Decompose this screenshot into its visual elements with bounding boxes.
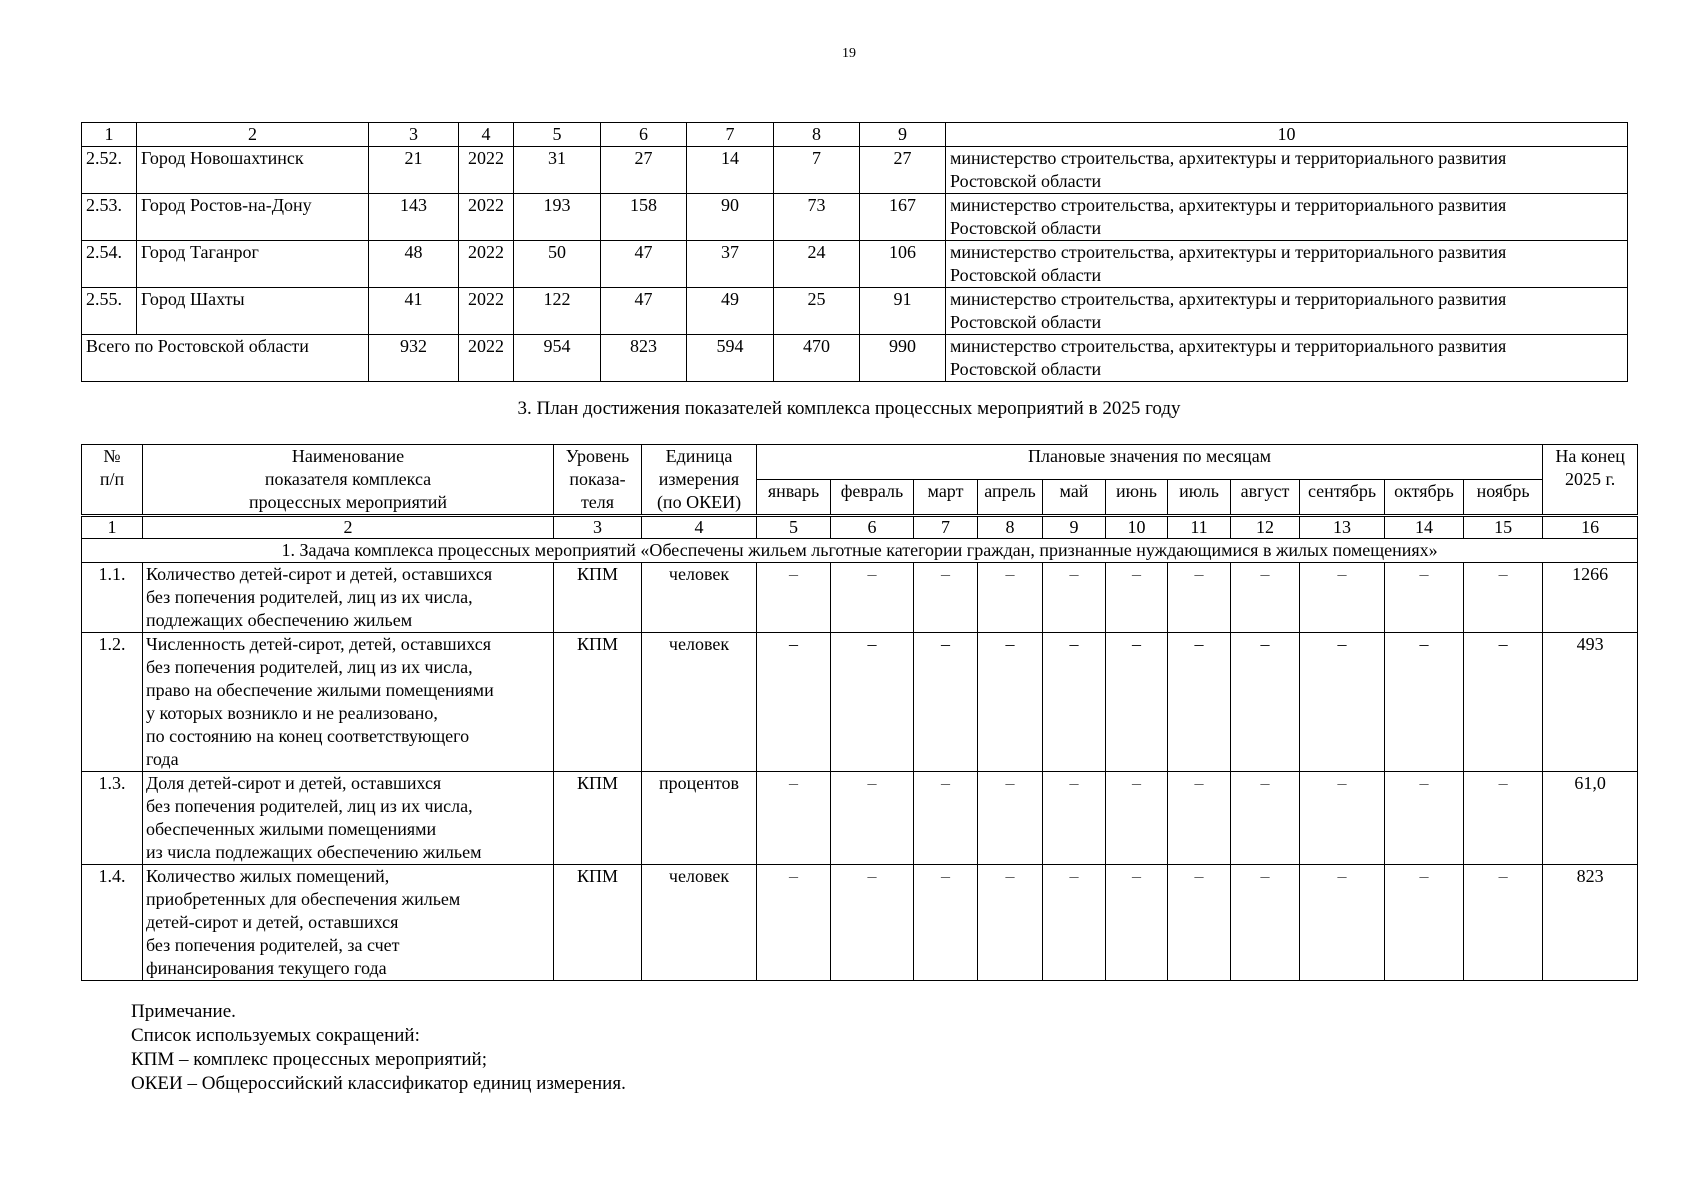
total-value-cell: 990 — [860, 335, 946, 382]
month-value-cell: – — [978, 865, 1043, 981]
month-header-cell: август — [1231, 479, 1300, 515]
row-number-cell: 2.55. — [82, 288, 137, 335]
month-header-cell: июль — [1168, 479, 1231, 515]
end-value-cell: 823 — [1543, 865, 1638, 981]
table-row — [82, 241, 1628, 288]
month-value-cell: – — [1464, 563, 1543, 633]
month-value-cell: – — [914, 865, 978, 981]
month-value-cell: – — [1231, 865, 1300, 981]
municipality-name-cell: Город Ростов-на-Дону — [137, 194, 369, 241]
task-title-cell: 1. Задача комплекса процессных мероприятий «Обеспечены жильем льготные категории граждан, признанные нуждающимися в жилых помещениях» — [82, 539, 1638, 563]
column-number-cell: 7 — [914, 516, 978, 539]
column-number-cell: 10 — [946, 123, 1628, 147]
value-cell: 2022 — [459, 194, 514, 241]
column-number-cell: 2 — [143, 516, 554, 539]
indicator-row — [82, 633, 1638, 772]
responsible-cell: министерство строительства, архитектуры и территориального развития Ростовской области — [946, 194, 1628, 241]
value-cell: 2022 — [459, 288, 514, 335]
total-value-cell: 594 — [687, 335, 774, 382]
month-header-cell: март — [914, 479, 978, 515]
row-number-cell: 1.2. — [82, 633, 143, 772]
end-value-cell: 493 — [1543, 633, 1638, 772]
column-number-cell: 14 — [1385, 516, 1464, 539]
column-number-cell: 4 — [642, 516, 757, 539]
total-value-cell: 2022 — [459, 335, 514, 382]
total-value-cell: 823 — [601, 335, 687, 382]
month-value-cell: – — [757, 633, 831, 772]
month-header-cell: апрель — [978, 479, 1043, 515]
note-item: ОКЕИ – Общероссийский классификатор единиц измерения. — [131, 1073, 626, 1094]
indicators-plan-table — [81, 444, 1638, 981]
value-cell: 122 — [514, 288, 601, 335]
month-value-cell: – — [978, 633, 1043, 772]
month-value-cell: – — [1300, 563, 1385, 633]
header-unit-cell: Единица измерения (по ОКЕИ) — [642, 445, 757, 516]
header-end-cell: На конец 2025 г. — [1543, 445, 1638, 516]
month-value-cell: – — [757, 865, 831, 981]
month-value-cell: – — [1300, 633, 1385, 772]
month-value-cell: – — [1168, 772, 1231, 865]
value-cell: 14 — [687, 147, 774, 194]
column-number-cell: 9 — [1043, 516, 1106, 539]
value-cell: 24 — [774, 241, 860, 288]
column-number-cell: 8 — [978, 516, 1043, 539]
row-number-cell: 2.54. — [82, 241, 137, 288]
month-header-cell: сентябрь — [1300, 479, 1385, 515]
header-monthly-cell: Плановые значения по месяцам — [757, 445, 1543, 480]
month-value-cell: – — [1043, 563, 1106, 633]
month-value-cell: – — [1106, 633, 1168, 772]
month-value-cell: – — [1043, 772, 1106, 865]
note-subtitle: Список используемых сокращений: — [131, 1025, 420, 1046]
column-number-cell: 16 — [1543, 516, 1638, 539]
task-row — [82, 539, 1638, 563]
month-header-cell: июнь — [1106, 479, 1168, 515]
month-value-cell: – — [978, 772, 1043, 865]
month-value-cell: – — [831, 865, 914, 981]
column-number-cell: 10 — [1106, 516, 1168, 539]
value-cell: 7 — [774, 147, 860, 194]
value-cell: 48 — [369, 241, 459, 288]
indicator-level-cell: КПМ — [554, 633, 642, 772]
month-value-cell: – — [1385, 563, 1464, 633]
total-label-cell: Всего по Ростовской области — [82, 335, 369, 382]
value-cell: 21 — [369, 147, 459, 194]
month-value-cell: – — [1385, 633, 1464, 772]
indicator-name-cell: Количество детей-сирот и детей, оставшихся без попечения родителей, лиц из их числа, подлежащих обеспечению жильем — [143, 563, 554, 633]
month-value-cell: – — [1168, 865, 1231, 981]
column-number-cell: 15 — [1464, 516, 1543, 539]
section-title: 3. План достижения показателей комплекса процессных мероприятий в 2025 году — [517, 398, 1181, 419]
column-number-cell: 13 — [1300, 516, 1385, 539]
value-cell: 50 — [514, 241, 601, 288]
value-cell: 37 — [687, 241, 774, 288]
value-cell: 2022 — [459, 241, 514, 288]
month-header-cell: май — [1043, 479, 1106, 515]
column-number-cell: 7 — [687, 123, 774, 147]
value-cell: 143 — [369, 194, 459, 241]
value-cell: 193 — [514, 194, 601, 241]
row-number-cell: 2.53. — [82, 194, 137, 241]
row-number-cell: 1.3. — [82, 772, 143, 865]
note-block — [131, 1000, 626, 1096]
column-number-cell: 8 — [774, 123, 860, 147]
header-number-cell: № п/п — [82, 445, 143, 516]
column-number-cell: 3 — [369, 123, 459, 147]
indicator-level-cell: КПМ — [554, 772, 642, 865]
total-value-cell: 470 — [774, 335, 860, 382]
month-header-cell: ноябрь — [1464, 479, 1543, 515]
indicator-name-cell: Численность детей-сирот, детей, оставшихся без попечения родителей, лиц из их числа, право на обеспечение жилыми помещениями у которых возникло и не реализовано, по состоянию на конец соответствующего года — [143, 633, 554, 772]
value-cell: 49 — [687, 288, 774, 335]
indicator-row — [82, 865, 1638, 981]
month-value-cell: – — [1106, 772, 1168, 865]
responsible-cell: министерство строительства, архитектуры и территориального развития Ростовской области — [946, 147, 1628, 194]
column-number-cell: 11 — [1168, 516, 1231, 539]
value-cell: 27 — [860, 147, 946, 194]
month-value-cell: – — [1231, 563, 1300, 633]
column-number-cell: 3 — [554, 516, 642, 539]
value-cell: 41 — [369, 288, 459, 335]
column-number-cell: 6 — [601, 123, 687, 147]
month-value-cell: – — [1168, 563, 1231, 633]
month-value-cell: – — [914, 633, 978, 772]
indicator-unit-cell: человек — [642, 563, 757, 633]
month-value-cell: – — [1464, 633, 1543, 772]
value-cell: 27 — [601, 147, 687, 194]
month-value-cell: – — [757, 563, 831, 633]
header-row-top — [82, 445, 1638, 480]
column-number-cell: 6 — [831, 516, 914, 539]
month-value-cell: – — [1464, 865, 1543, 981]
column-number-cell: 1 — [82, 516, 143, 539]
month-value-cell: – — [1385, 772, 1464, 865]
value-cell: 47 — [601, 288, 687, 335]
column-number-cell: 5 — [757, 516, 831, 539]
row-number-cell: 2.52. — [82, 147, 137, 194]
value-cell: 2022 — [459, 147, 514, 194]
indicator-unit-cell: процентов — [642, 772, 757, 865]
indicator-level-cell: КПМ — [554, 563, 642, 633]
responsible-cell: министерство строительства, архитектуры и территориального развития Ростовской области — [946, 288, 1628, 335]
column-number-cell: 9 — [860, 123, 946, 147]
month-value-cell: – — [1300, 772, 1385, 865]
table-total-row — [82, 335, 1628, 382]
month-header-cell: январь — [757, 479, 831, 515]
month-value-cell: – — [831, 563, 914, 633]
table-row — [82, 288, 1628, 335]
municipality-name-cell: Город Таганрог — [137, 241, 369, 288]
total-value-cell: 954 — [514, 335, 601, 382]
value-cell: 73 — [774, 194, 860, 241]
value-cell: 47 — [601, 241, 687, 288]
page-number: 19 — [842, 46, 856, 61]
row-number-cell: 1.4. — [82, 865, 143, 981]
indicator-unit-cell: человек — [642, 865, 757, 981]
value-cell: 91 — [860, 288, 946, 335]
month-value-cell: – — [1043, 865, 1106, 981]
indicator-name-cell: Количество жилых помещений, приобретенных для обеспечения жильем детей-сирот и детей, оставшихся без попечения родителей, за счет финансирования текущего года — [143, 865, 554, 981]
note-item: КПМ – комплекс процессных мероприятий; — [131, 1049, 487, 1070]
note-title: Примечание. — [131, 1001, 236, 1022]
month-value-cell: – — [914, 563, 978, 633]
column-number-cell: 5 — [514, 123, 601, 147]
end-value-cell: 61,0 — [1543, 772, 1638, 865]
indicator-level-cell: КПМ — [554, 865, 642, 981]
month-value-cell: – — [1043, 633, 1106, 772]
value-cell: 25 — [774, 288, 860, 335]
month-value-cell: – — [1300, 865, 1385, 981]
responsible-cell: министерство строительства, архитектуры и территориального развития Ростовской области — [946, 241, 1628, 288]
month-value-cell: – — [1385, 865, 1464, 981]
indicator-row — [82, 563, 1638, 633]
month-value-cell: – — [1231, 772, 1300, 865]
responsible-cell: министерство строительства, архитектуры и территориального развития Ростовской области — [946, 335, 1628, 382]
municipality-name-cell: Город Шахты — [137, 288, 369, 335]
value-cell: 167 — [860, 194, 946, 241]
indicator-row — [82, 772, 1638, 865]
month-value-cell: – — [1231, 633, 1300, 772]
column-number-row — [82, 516, 1638, 539]
column-number-cell: 1 — [82, 123, 137, 147]
month-value-cell: – — [757, 772, 831, 865]
header-level-cell: Уровень показа- теля — [554, 445, 642, 516]
column-number-cell: 12 — [1231, 516, 1300, 539]
month-value-cell: – — [1106, 865, 1168, 981]
value-cell: 158 — [601, 194, 687, 241]
column-number-cell: 2 — [137, 123, 369, 147]
indicator-unit-cell: человек — [642, 633, 757, 772]
month-value-cell: – — [1168, 633, 1231, 772]
column-number-cell: 4 — [459, 123, 514, 147]
month-value-cell: – — [1464, 772, 1543, 865]
value-cell: 106 — [860, 241, 946, 288]
value-cell: 31 — [514, 147, 601, 194]
indicator-name-cell: Доля детей-сирот и детей, оставшихся без попечения родителей, лиц из их числа, обеспеченных жилыми помещениями из числа подлежащих обеспечению жильем — [143, 772, 554, 865]
districts-table — [81, 122, 1628, 382]
month-value-cell: – — [914, 772, 978, 865]
value-cell: 90 — [687, 194, 774, 241]
month-header-cell: октябрь — [1385, 479, 1464, 515]
month-value-cell: – — [978, 563, 1043, 633]
table-header-row — [82, 123, 1628, 147]
header-name-cell: Наименование показателя комплекса процессных мероприятий — [143, 445, 554, 516]
end-value-cell: 1266 — [1543, 563, 1638, 633]
month-value-cell: – — [1106, 563, 1168, 633]
month-value-cell: – — [831, 633, 914, 772]
total-value-cell: 932 — [369, 335, 459, 382]
month-value-cell: – — [831, 772, 914, 865]
municipality-name-cell: Город Новошахтинск — [137, 147, 369, 194]
table-row — [82, 194, 1628, 241]
table-row — [82, 147, 1628, 194]
month-header-cell: февраль — [831, 479, 914, 515]
row-number-cell: 1.1. — [82, 563, 143, 633]
